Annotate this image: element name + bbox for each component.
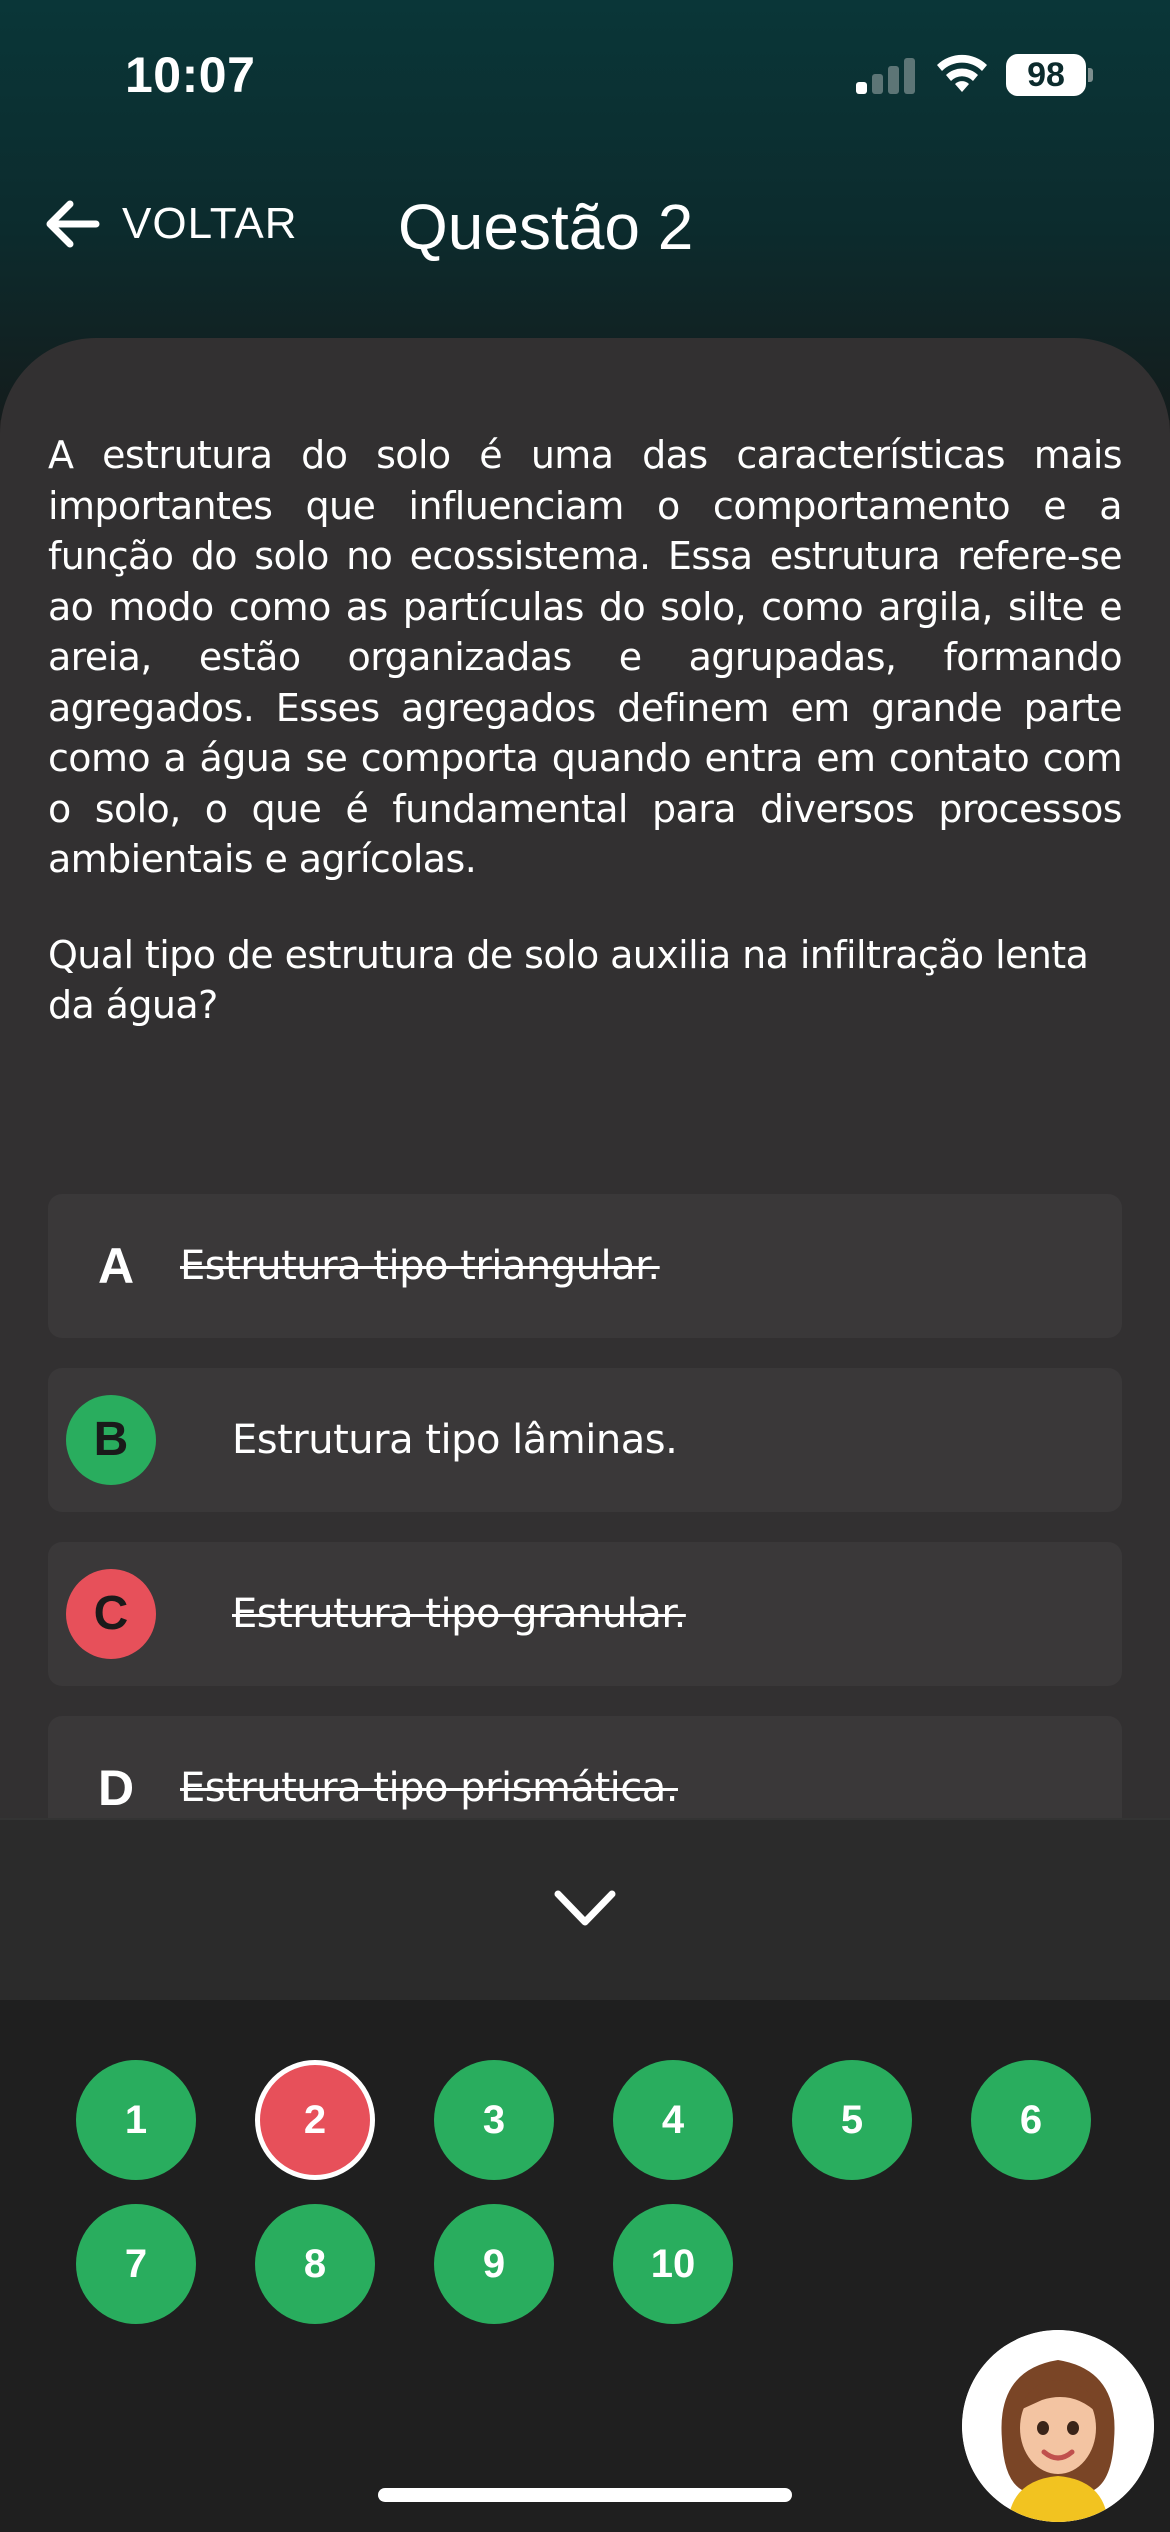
question-button-8[interactable]: 8: [255, 2204, 375, 2324]
question-button-2-current[interactable]: 2: [255, 2060, 375, 2180]
option-text: Estrutura tipo prismática.: [180, 1765, 678, 1811]
option-letter: D: [97, 1760, 135, 1816]
question-button-9[interactable]: 9: [434, 2204, 554, 2324]
question-button-4[interactable]: 4: [613, 2060, 733, 2180]
status-time: 10:07: [125, 47, 256, 103]
option-text: Estrutura tipo granular.: [232, 1591, 686, 1637]
option-letter: A: [97, 1238, 135, 1294]
question-prompt: Qual tipo de estrutura de solo auxilia na infiltração lenta da água?: [48, 933, 1089, 1027]
question-button-10[interactable]: 10: [613, 2204, 733, 2324]
option-c[interactable]: [48, 1542, 1122, 1686]
back-label: VOLTAR: [122, 199, 298, 248]
collapse-navigator-button[interactable]: [0, 1818, 1170, 2000]
battery-level: 98: [1006, 54, 1086, 96]
question-card: [0, 338, 1170, 1878]
question-passage: A estrutura do solo é uma das características mais importantes que influenciam o comportamento e a função do solo no ecossistema. Essa estrutura refere-se ao modo como as partículas do solo, como argila, silte e areia, estão organizadas e agrupadas, formando agregados. Esses agregados definem em grande parte como a água se comporta quando entra em contato com o solo, o que é fundamental para diversos processos ambientais e agrícolas.: [48, 433, 1122, 881]
wifi-icon: [934, 52, 990, 96]
question-button-3[interactable]: 3: [434, 2060, 554, 2180]
option-text: Estrutura tipo lâminas.: [232, 1417, 678, 1463]
back-button[interactable]: [44, 194, 298, 254]
battery-tip: [1088, 68, 1093, 82]
chevron-down-icon: [552, 1886, 618, 1930]
cellular-signal-icon: [856, 58, 916, 94]
option-text: Estrutura tipo triangular.: [180, 1243, 660, 1289]
option-b[interactable]: [48, 1368, 1122, 1512]
question-button-1[interactable]: 1: [76, 2060, 196, 2180]
app-header: [0, 170, 1170, 280]
option-letter-badge-correct: B: [66, 1395, 156, 1485]
home-indicator: [378, 2488, 792, 2502]
question-button-7[interactable]: 7: [76, 2204, 196, 2324]
question-button-5[interactable]: 5: [792, 2060, 912, 2180]
option-letter-badge-wrong: C: [66, 1569, 156, 1659]
arrow-left-icon: [44, 198, 102, 250]
assistant-avatar-button[interactable]: [962, 2330, 1154, 2522]
assistant-avatar-icon: [962, 2330, 1154, 2522]
question-button-6[interactable]: 6: [971, 2060, 1091, 2180]
page-title: Questão 2: [398, 191, 694, 263]
option-a[interactable]: [48, 1194, 1122, 1338]
status-bar: [0, 0, 1170, 150]
